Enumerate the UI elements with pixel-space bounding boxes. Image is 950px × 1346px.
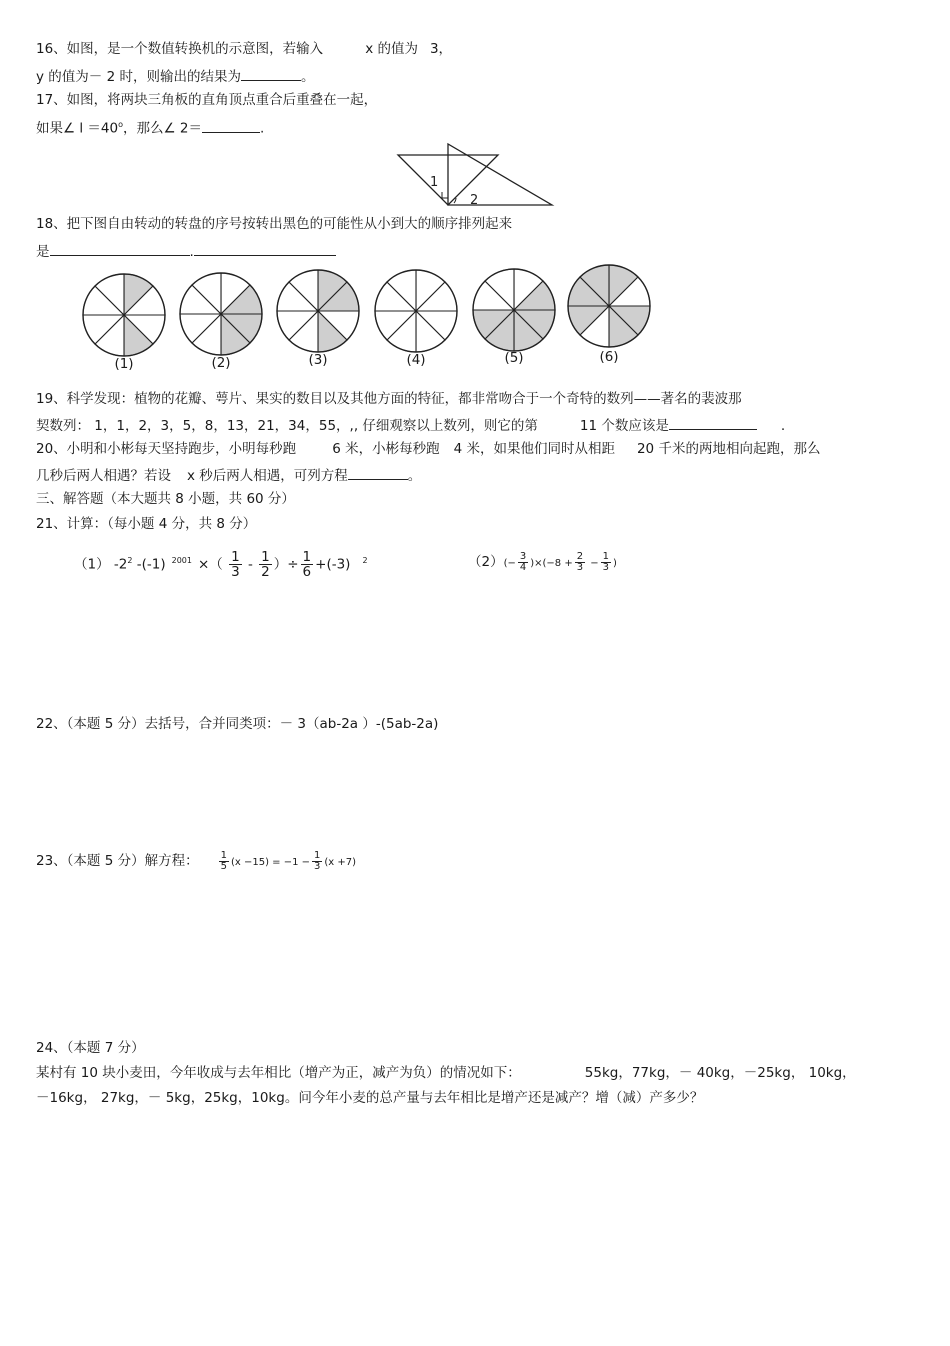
spinner-label: (2) (211, 355, 231, 371)
q20-text: 4 米，如果他们同时从相距 (453, 441, 615, 457)
exponent: 2 (127, 556, 133, 565)
q20-text: 6 米，小彬每秒跑 (332, 441, 440, 457)
spinner-4 (373, 268, 459, 354)
numerator: 1 (261, 549, 270, 565)
answer-blank[interactable] (202, 118, 260, 133)
q16-text: 3， (429, 41, 453, 57)
q20-text: 几秒后两人相遇？若设 (36, 468, 171, 484)
section-heading: 三、解答题（本大题共 8 小题，共 60 分） (36, 491, 295, 507)
numerator: 1 (302, 549, 312, 565)
numerator: 3 (519, 550, 527, 562)
q20-text: 20 千米的两地相向起跑，那么 (636, 441, 821, 457)
denominator: 3 (576, 561, 584, 573)
q18-line1: 18、把下图自由转动的转盘的序号按转出黑色的可能性从小到大的顺序排列起来 (36, 216, 513, 232)
exponent: 2001 (171, 556, 192, 565)
q20-line1 (36, 440, 820, 458)
spinner-1 (81, 272, 167, 358)
fraction (312, 851, 322, 872)
exponent: 2 (362, 556, 368, 565)
fraction (518, 552, 528, 573)
expr-text: − (587, 558, 599, 569)
q21-part1 (74, 544, 368, 582)
answer-blank[interactable] (348, 465, 408, 480)
spinner-3 (275, 268, 361, 354)
q19-text: 11 个数应该是 (579, 418, 669, 434)
q17-text: . (260, 120, 265, 137)
expr-text: -(-1) (132, 556, 166, 573)
triangle-b (448, 144, 552, 205)
q17-line2 (36, 116, 264, 138)
fraction (575, 552, 585, 573)
expr-text: ) (613, 558, 617, 569)
q16-text: 。 (300, 69, 315, 85)
expr-text: ）÷ (273, 556, 299, 573)
expr-text: (− (503, 558, 516, 569)
spinner-6 (566, 263, 652, 349)
q22-line: 22、（本题 5 分）去括号，合并同类项：－ 3（ab-2a ）-(5ab-2a) (36, 716, 439, 732)
q24-text: 某村有 10 块小麦田，今年收成与去年相比（增产为正，减产为负）的情况如下： (36, 1065, 521, 1081)
angle-label-1: 1 (430, 175, 439, 190)
q18-text: . (189, 244, 194, 260)
q20-text: x 秒后两人相遇，可列方程 (187, 468, 348, 484)
fraction (219, 851, 229, 872)
fraction (229, 550, 242, 579)
spinner-label: (3) (308, 352, 328, 368)
q16-text: 16、如图，是一个数值转换机的示意图，若输入 (36, 41, 324, 57)
q21-title: 21、计算：（每小题 4 分，共 8 分） (36, 516, 257, 532)
answer-blank[interactable] (194, 241, 336, 256)
answer-blank[interactable] (50, 241, 190, 256)
expr-text: )×(−8 + (530, 558, 573, 569)
denominator: 3 (314, 860, 321, 872)
q20-text: 。 (407, 468, 422, 484)
numerator: 1 (314, 849, 321, 861)
q24-text: 55kg，77kg，－ 40kg，－25kg， 10kg， (584, 1065, 856, 1081)
q23-line (36, 846, 356, 878)
expr-text: (x −15) = −1 − (230, 857, 311, 868)
q19-line2 (36, 415, 785, 435)
q19-line1: 19、科学发现：植物的花瓣、萼片、果实的数目以及其他方面的特征，都非常吻合于一个奇特的数列——著名的裴波那 (36, 391, 742, 407)
spinner-label: (4) (406, 352, 426, 368)
spinner-label: (5) (504, 350, 524, 366)
spinner-label: (6) (599, 349, 619, 365)
denominator: 5 (220, 860, 227, 872)
q19-text: 契数列： 1，1，2，3，5，8，13，21，34，55，,, 仔细观察以上数列，则它的第 (36, 418, 538, 434)
expr-text: (x +7) (324, 857, 357, 868)
q18-text: 是 (36, 244, 50, 260)
q17-text: ，那么∠ 2＝ (123, 120, 203, 137)
q16-text: y 的值为－ 2 时，则输出的结果为 (36, 69, 241, 85)
spinner-label: (1) (114, 356, 134, 372)
fraction (601, 552, 611, 573)
expr-text: （2） (468, 554, 504, 570)
q20-text: 20、小明和小彬每天坚持跑步，小明每秒跑 (36, 441, 297, 457)
q17-text: 如果∠ l ＝40 (36, 120, 119, 137)
spinner-2 (178, 271, 264, 357)
numerator: 1 (602, 550, 610, 562)
answer-blank[interactable] (241, 66, 301, 81)
q19-text: . (780, 418, 786, 434)
numerator: 2 (576, 550, 584, 562)
numerator: 1 (231, 549, 240, 565)
degree-mark: o (118, 120, 124, 129)
q23-text: 23、（本题 5 分）解方程： (36, 853, 199, 869)
q24-line2: －16kg， 27kg，－ 5kg，25kg，10kg。问今年小麦的总产量与去年相比是增产还是减产？增（减）产多少？ (36, 1090, 704, 1106)
q21-part2 (468, 548, 617, 578)
spinner-5 (471, 267, 557, 353)
denominator: 4 (519, 561, 527, 573)
answer-blank[interactable] (669, 415, 757, 430)
fraction (259, 550, 272, 579)
q16-text: x 的值为 (365, 41, 418, 57)
expr-text: ×（ (197, 556, 223, 573)
q18-line2 (36, 241, 336, 261)
q16-line1 (36, 40, 452, 58)
triangles-figure (390, 140, 560, 210)
denominator: 3 (602, 561, 610, 573)
expr-text: - (243, 556, 258, 573)
expr-text: （1） -2 (74, 556, 128, 573)
q24-line1 (36, 1064, 856, 1082)
fraction (301, 550, 314, 579)
denominator: 6 (302, 564, 312, 580)
q17-line1: 17、如图，将两块三角板的直角顶点重合后重叠在一起， (36, 92, 378, 108)
q20-line2 (36, 465, 421, 485)
numerator: 1 (220, 849, 227, 861)
denominator: 2 (261, 564, 270, 580)
denominator: 3 (231, 564, 240, 580)
q24-title: 24、（本题 7 分） (36, 1040, 145, 1056)
q16-line2 (36, 66, 314, 86)
expr-text: +(-3) (315, 556, 351, 573)
angle-label-2: 2 (470, 193, 479, 208)
right-angle-mark (442, 192, 448, 198)
